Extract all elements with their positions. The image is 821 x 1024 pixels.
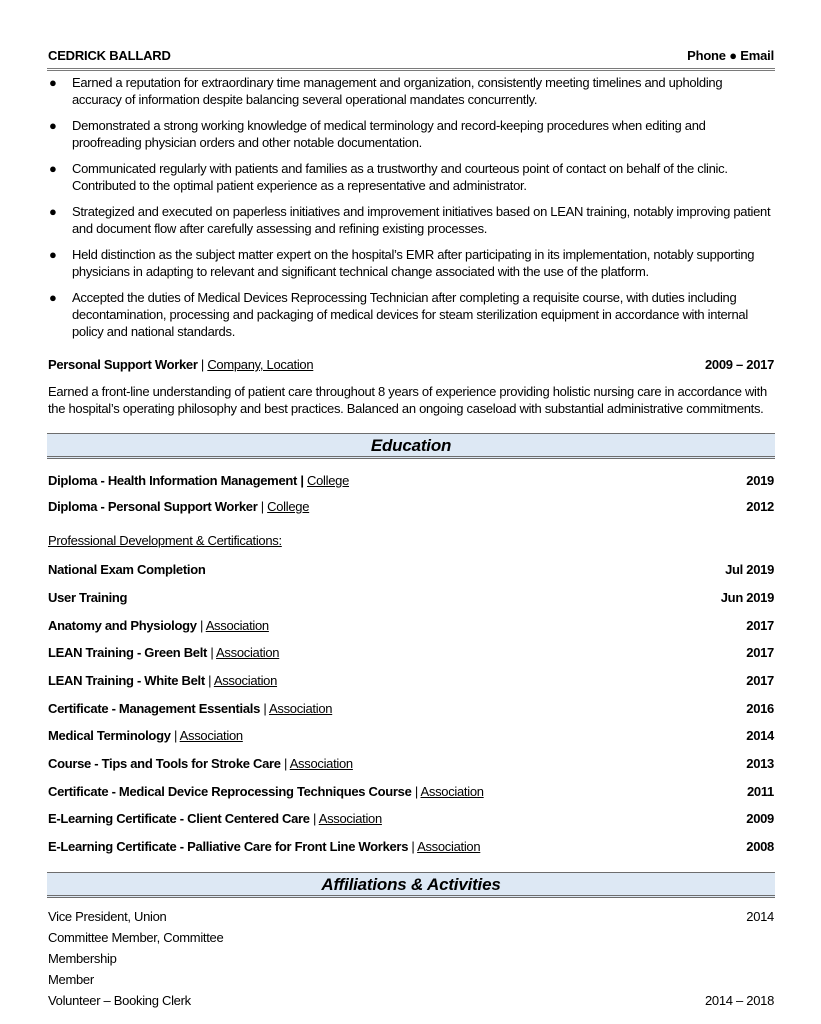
bullet-dot-icon: ●: [49, 161, 57, 176]
diploma-row: Diploma - Personal Support Worker | College 2012: [48, 499, 774, 514]
association-link[interactable]: Association: [179, 728, 243, 743]
school-link[interactable]: College: [307, 473, 350, 488]
association-link[interactable]: Association: [417, 839, 481, 854]
affiliation-item: Committee Member, Committee: [48, 930, 224, 945]
cert-row: Medical Terminology | Association 2014: [48, 728, 774, 743]
cert-row: Anatomy and Physiology | Association 2017: [48, 618, 774, 633]
bullet-item: ● Held distinction as the subject matter expert on the hospital’s EMR after participating in its implementation, notably supporting physicians in adapting to relevant and significant technical change associated with the use of the platform.: [49, 247, 755, 279]
resume-header: [47, 48, 775, 64]
cert-row: Certificate - Medical Device Reprocessing Techniques Course | Association 2011: [48, 784, 774, 799]
affiliation-item: Member: [48, 972, 94, 987]
cert-row: Certificate - Management Essentials | Association 2016: [48, 701, 774, 716]
cert-row: Course - Tips and Tools for Stroke Care | Association 2013: [48, 756, 774, 771]
cert-row: E-Learning Certificate - Palliative Care for Front Line Workers | Association 2008: [48, 839, 774, 854]
section-title: Education: [370, 436, 452, 455]
header-divider: [47, 68, 775, 71]
cert-row: LEAN Training - White Belt | Association 2017: [48, 673, 774, 688]
bullet-dot-icon: ●: [49, 75, 57, 90]
achievement-list: [47, 74, 775, 349]
education-section-header: [47, 433, 775, 459]
school-link[interactable]: College: [267, 499, 310, 514]
pd-heading: Professional Development & Certifications:: [48, 533, 282, 548]
section-title: Affiliations & Activities: [321, 875, 501, 894]
bullet-item: ● Demonstrated a strong working knowledge of medical terminology and record-keeping procedures when editing and proofreading physician orders and other notable documentation.: [49, 118, 706, 150]
affiliation-item: Vice President, Union 2014: [48, 909, 774, 924]
association-link[interactable]: Association: [216, 645, 280, 660]
cert-row: User Training Jun 2019: [48, 590, 774, 605]
job-entry: Personal Support Worker | Company, Location 2009 – 2017: [48, 357, 774, 372]
bullet-dot-icon: ●: [49, 118, 57, 133]
job-dates: 2009 – 2017: [705, 357, 774, 372]
association-link[interactable]: Association: [289, 756, 353, 771]
affiliation-item: Volunteer – Booking Clerk 2014 – 2018: [48, 993, 774, 1008]
association-link[interactable]: Association: [213, 673, 278, 688]
job-title: Personal Support Worker: [48, 357, 198, 372]
cert-row: E-Learning Certificate - Client Centered Care | Association 2009: [48, 811, 774, 826]
bullet-item: ● Earned a reputation for extraordinary time management and organization, consistently meeting timelines and upholding accuracy of information despite balancing several operational mandates concurrently.: [49, 75, 723, 107]
association-link[interactable]: Association: [420, 784, 484, 799]
bullet-dot-icon: ●: [49, 204, 57, 219]
affiliations-section-header: [47, 872, 775, 898]
candidate-name: CEDRICK BALLARD: [48, 48, 171, 63]
resume-page: [47, 0, 775, 1024]
cert-row: LEAN Training - Green Belt | Association 2017: [48, 645, 774, 660]
bullet-dot-icon: ●: [49, 290, 57, 305]
bullet-item: ● Strategized and executed on paperless initiatives and improvement initiatives based on LEAN training, notably improving patient and document flow after carefully assessing and refining existing processes.: [49, 204, 771, 236]
association-link[interactable]: Association: [318, 811, 382, 826]
association-link[interactable]: Association: [269, 701, 333, 716]
bullet-item: ● Accepted the duties of Medical Devices Reprocessing Technician after completing a requisite course, with duties including decontamination, processing and packaging of medical devices for steam sterilization equipment in accordance with internal policy and national standards.: [49, 290, 748, 339]
bullet-dot-icon: ●: [49, 247, 57, 262]
affiliation-item: Membership: [48, 951, 117, 966]
contact-info: Phone ● Email: [687, 48, 774, 63]
association-link[interactable]: Association: [205, 618, 269, 633]
job-description: Earned a front-line understanding of patient care throughout 8 years of experience providing holistic nursing care in accordance with the hospital’s operating philosophy and best practices. Balanced an ongoing caseload with substantial administrative commitments.: [48, 384, 767, 416]
cert-row: National Exam Completion Jul 2019: [48, 562, 774, 577]
diploma-row: Diploma - Health Information Management | College 2019: [48, 473, 774, 488]
bullet-item: ● Communicated regularly with patients and families as a trustworthy and courteous point of contact on behalf of the clinic. Contributed to the optimal patient experience as a representative and administrator.: [49, 161, 728, 193]
job-company-link[interactable]: Company, Location: [207, 357, 314, 372]
